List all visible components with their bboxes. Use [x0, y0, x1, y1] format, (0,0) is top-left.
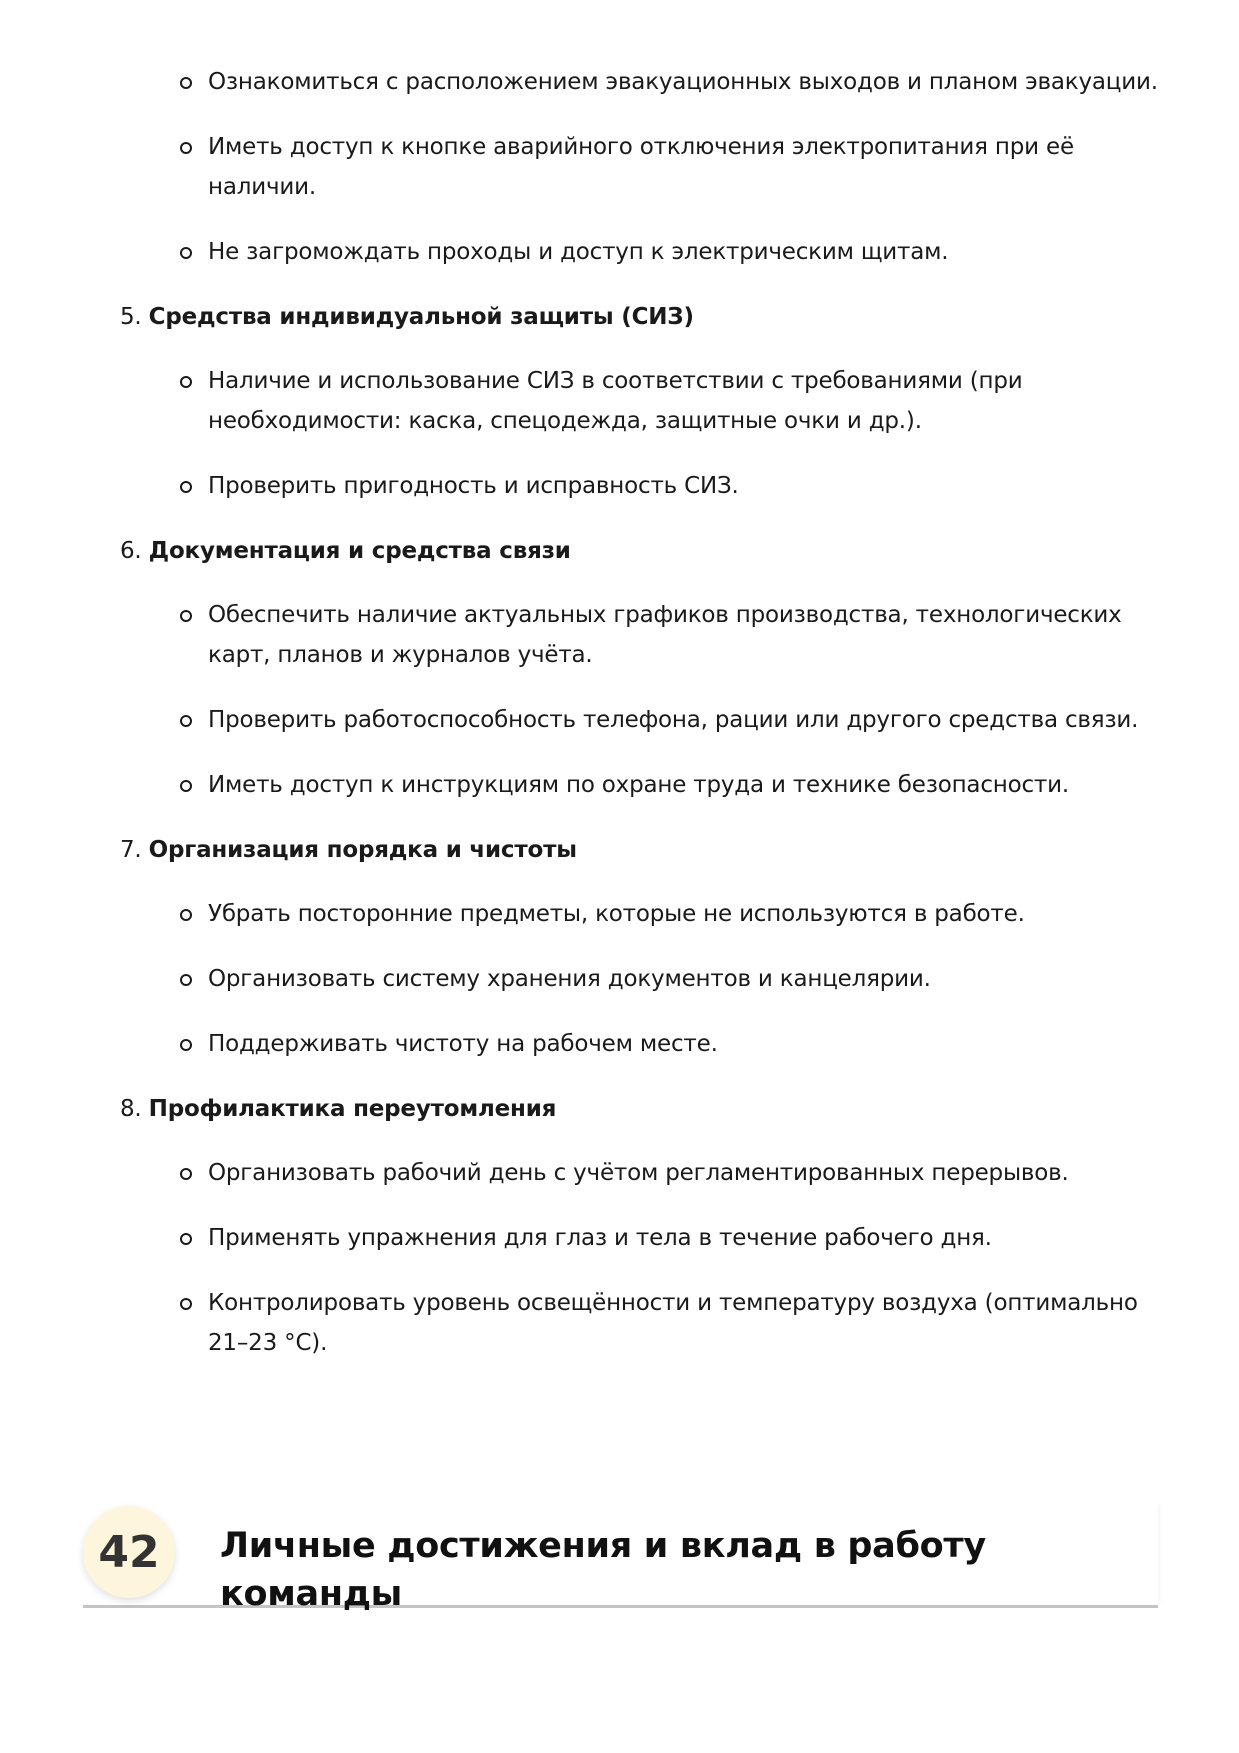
list-item: Иметь доступ к инструкциям по охране труда и технике безопасности. — [208, 765, 1160, 805]
section-heading: 8. Профилактика переутомления — [120, 1096, 557, 1122]
intro-list — [120, 62, 1160, 272]
circle-bullet-icon — [180, 376, 192, 388]
chapter-header — [83, 1500, 1158, 1614]
circle-bullet-icon — [180, 1168, 192, 1180]
section-heading: 5. Средства индивидуальной защиты (СИЗ) — [120, 304, 694, 330]
list-item: Проверить пригодность и исправность СИЗ. — [208, 466, 1160, 506]
circle-bullet-icon — [180, 715, 192, 727]
list-item: Проверить работоспособность телефона, рации или другого средства связи. — [208, 700, 1160, 740]
list-item: Обеспечить наличие актуальных графиков производства, технологических карт, планов и журналов учёта. — [208, 595, 1160, 675]
list-item: Иметь доступ к кнопке аварийного отключения электропитания при её наличии. — [208, 127, 1160, 207]
section-list — [120, 894, 1160, 1064]
page-content — [120, 62, 1160, 1388]
circle-bullet-icon — [180, 909, 192, 921]
circle-bullet-icon — [180, 1298, 192, 1310]
circle-bullet-icon — [180, 780, 192, 792]
circle-bullet-icon — [180, 610, 192, 622]
chapter-number-badge: 42 — [83, 1506, 175, 1598]
section-heading: 7. Организация порядка и чистоты — [120, 837, 577, 863]
section-6 — [120, 531, 1160, 805]
circle-bullet-icon — [180, 481, 192, 493]
list-item: Ознакомиться с расположением эвакуационных выходов и планом эвакуации. — [208, 62, 1160, 102]
section-7 — [120, 830, 1160, 1064]
circle-bullet-icon — [180, 1039, 192, 1051]
section-5 — [120, 297, 1160, 506]
circle-bullet-icon — [180, 247, 192, 259]
circle-bullet-icon — [180, 142, 192, 154]
section-list — [120, 361, 1160, 506]
list-item: Поддерживать чистоту на рабочем месте. — [208, 1024, 1160, 1064]
circle-bullet-icon — [180, 77, 192, 89]
section-list — [120, 595, 1160, 805]
section-8 — [120, 1089, 1160, 1363]
list-item: Организовать рабочий день с учётом регламентированных перерывов. — [208, 1153, 1160, 1193]
list-item: Контролировать уровень освещённости и температуру воздуха (оптимально 21–23 °C). — [208, 1283, 1160, 1363]
list-item: Не загромождать проходы и доступ к электрическим щитам. — [208, 232, 1160, 272]
list-item: Организовать систему хранения документов и канцелярии. — [208, 959, 1160, 999]
list-item: Убрать посторонние предметы, которые не используются в работе. — [208, 894, 1160, 934]
list-item: Наличие и использование СИЗ в соответствии с требованиями (при необходимости: каска, спецодежда, защитные очки и др.). — [208, 361, 1160, 441]
list-item: Применять упражнения для глаз и тела в течение рабочего дня. — [208, 1218, 1160, 1258]
chapter-title: Личные достижения и вклад в работу команды — [220, 1526, 986, 1614]
section-heading: 6. Документация и средства связи — [120, 538, 571, 564]
section-list — [120, 1153, 1160, 1363]
circle-bullet-icon — [180, 1233, 192, 1245]
circle-bullet-icon — [180, 974, 192, 986]
